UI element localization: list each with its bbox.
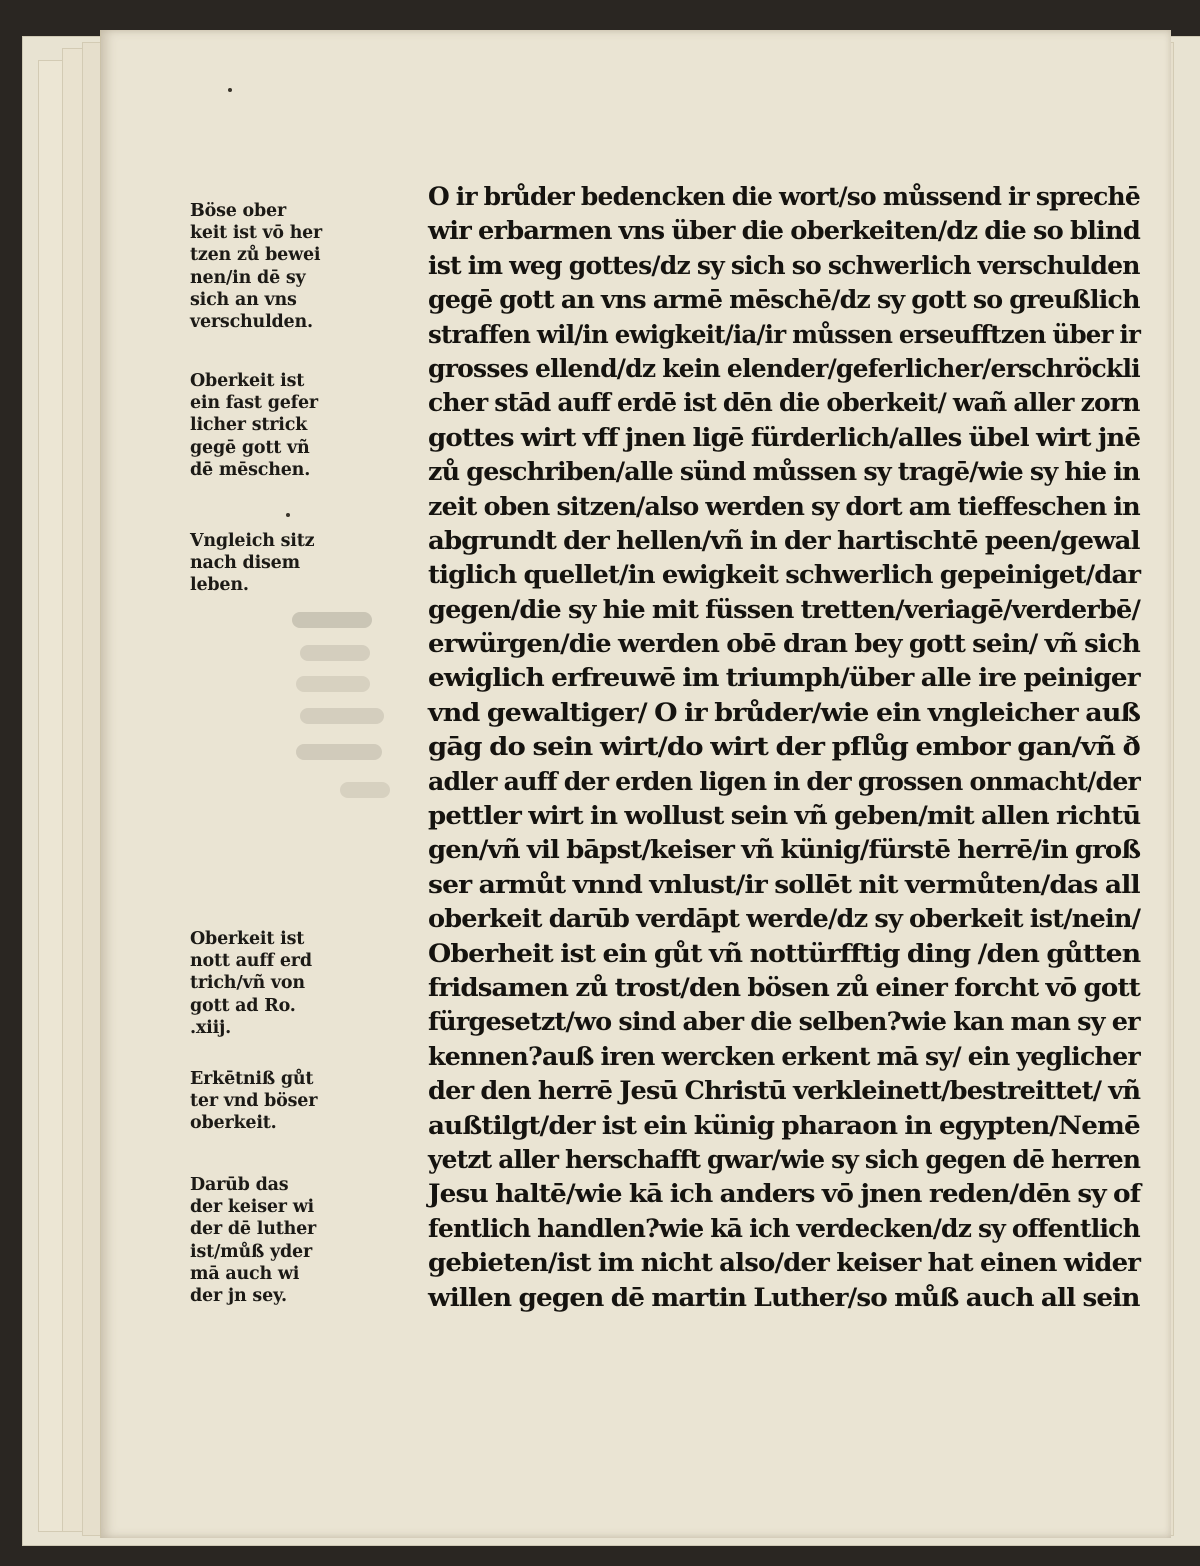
margin-note: [190, 370, 430, 481]
ink-smudge: [296, 744, 382, 760]
text-line: gottes wirt vff jnen ligē fürderlich/alles übel wirt jnē: [428, 422, 1141, 452]
text-line: erwürgen/die werden obē dran bey gott sein/ vñ sich: [428, 629, 1140, 659]
margin-note-line: Erkētniß gůt: [190, 1069, 314, 1089]
margin-note: [190, 530, 430, 597]
margin-note-line: Oberkeit ist: [190, 929, 305, 949]
margin-note-line: gegē gott vñ: [190, 437, 310, 458]
margin-note-line: Böse ober: [190, 201, 287, 221]
text-line: abgrundt der hellen/vñ in der hartischtē peen/gewal: [428, 525, 1140, 555]
text-line: fürgesetzt/wo sind aber die selben?wie kan man sy er: [428, 1007, 1140, 1037]
text-line: grosses ellend/dz kein elender/geferlicher/erschröckli: [428, 353, 1140, 383]
margin-note-line: licher strick: [190, 415, 308, 436]
text-line: Jesu haltē/wie kā ich anders vō jnen reden/dēn sy of: [428, 1179, 1141, 1209]
text-line: O ir brůder bedencken die wort/so můssend ir sprechē: [428, 182, 1140, 211]
main-text-block: [428, 180, 1188, 1315]
margin-note: [190, 1174, 430, 1307]
ink-smudge: [300, 645, 370, 661]
margin-note-line: Darūb das: [190, 1175, 289, 1195]
text-line: wir erbarmen vns über die oberkeiten/dz die so blind: [428, 216, 1140, 246]
ink-smudge: [296, 676, 370, 692]
margin-note-line: trich/vñ von: [190, 973, 305, 994]
text-line: ist im weg gottes/dz sy sich so schwerlich verschulden: [428, 250, 1140, 280]
text-line: vnd gewaltiger/ O ir brůder/wie ein vngleicher auß: [428, 697, 1141, 727]
margin-note-line: ter vnd böser: [190, 1091, 318, 1112]
margin-note-line: Oberkeit ist: [190, 371, 305, 391]
margin-note-line: oberkeit.: [190, 1113, 277, 1134]
margin-note-line: Vngleich sitz: [190, 531, 315, 551]
text-line: Oberheit ist ein gůt vñ nottürfftig ding /den gůtten: [428, 938, 1141, 968]
margin-note: [190, 200, 430, 333]
text-line: oberkeit darūb verdāpt werde/dz sy oberkeit ist/nein/: [428, 904, 1141, 934]
margin-note-line: nen/in dē sy: [190, 267, 306, 288]
text-line: ewiglich erfreuwē im triumph/über alle ire peiniger: [428, 663, 1140, 693]
margin-note-line: keit ist vō her: [190, 223, 322, 244]
margin-note-line: ist/můß yder: [190, 1241, 312, 1262]
ink-smudge: [300, 708, 384, 724]
margin-note-line: ein fast gefer: [190, 393, 318, 414]
margin-note-line: gott ad Ro.: [190, 995, 296, 1016]
text-line: tiglich quellet/in ewigkeit schwerlich gepeiniget/dar: [428, 560, 1141, 590]
text-line: fentlich handlen?wie kā ich verdecken/dz sy offentlich: [428, 1213, 1140, 1243]
margin-note-line: mā auch wi: [190, 1263, 300, 1284]
margin-note: [190, 928, 430, 1039]
text-line: pettler wirt in wollust sein vñ geben/mit allen richtū: [428, 801, 1141, 831]
text-line: kennen?auß iren wercken erkent mā sy/ ein yeglicher: [428, 1041, 1140, 1071]
ink-smudge: [340, 782, 390, 798]
text-line: yetzt aller herschafft gwar/wie sy sich gegen dē herren: [428, 1144, 1141, 1174]
text-line: ser armůt vnnd vnlust/ir sollēt nit vermůten/das all: [428, 869, 1140, 899]
ink-speck: [228, 88, 232, 92]
margin-note-line: nach disem: [190, 553, 300, 574]
text-line: fridsamen zů trost/den bösen zů einer forcht vō gott: [428, 972, 1140, 1002]
text-line: gegen/die sy hie mit füssen tretten/veriagē/verderbē/: [428, 594, 1141, 624]
margin-note-line: leben.: [190, 575, 249, 596]
text-line: gen/vñ vil bāpst/keiser vñ künig/fürstē herrē/in groß: [428, 835, 1141, 865]
margin-note-line: verschulden.: [190, 312, 313, 333]
text-line: zů geschriben/alle sünd můssen sy tragē/wie sy hie in: [428, 457, 1140, 487]
text-line: straffen wil/in ewigkeit/ia/ir můssen erseufftzen über ir: [428, 319, 1141, 349]
ink-smudge: [292, 612, 372, 628]
text-line: gāg do sein wirt/do wirt der pflůg embor gan/vñ ð: [428, 732, 1140, 762]
text-line: willen gegen dē martin Luther/so můß auch all sein: [428, 1282, 1140, 1312]
text-line: zeit oben sitzen/also werden sy dort am tieffeschen in: [428, 491, 1140, 521]
margin-note-line: nott auff erd: [190, 951, 312, 972]
text-line: cher stād auff erdē ist dēn die oberkeit/ wañ aller zorn: [428, 388, 1140, 418]
margin-note-line: der jn sey.: [190, 1286, 287, 1307]
margin-note-line: tzen zů bewei: [190, 245, 321, 266]
margin-note-line: der keiser wi: [190, 1197, 315, 1218]
margin-note: [190, 1068, 430, 1135]
margin-note-line: dē mēschen.: [190, 459, 311, 480]
text-line: gegē gott an vns armē mēschē/dz sy gott so greußlich: [428, 285, 1140, 315]
margin-note-line: .xiij.: [190, 1017, 232, 1038]
margin-note-line: sich an vns: [190, 289, 297, 310]
text-line: außtilgt/der ist ein künig pharaon in egypten/Nemē: [428, 1110, 1140, 1140]
text-line: adler auff der erden ligen in der grossen onmacht/der: [428, 766, 1141, 796]
text-line: der den herrē Jesū Christū verkleinett/bestreittet/ vñ: [428, 1076, 1141, 1106]
text-line: gebieten/ist im nicht also/der keiser hat einen wider: [428, 1248, 1141, 1278]
margin-note-line: der dē luther: [190, 1219, 317, 1240]
ink-speck: [286, 513, 290, 517]
